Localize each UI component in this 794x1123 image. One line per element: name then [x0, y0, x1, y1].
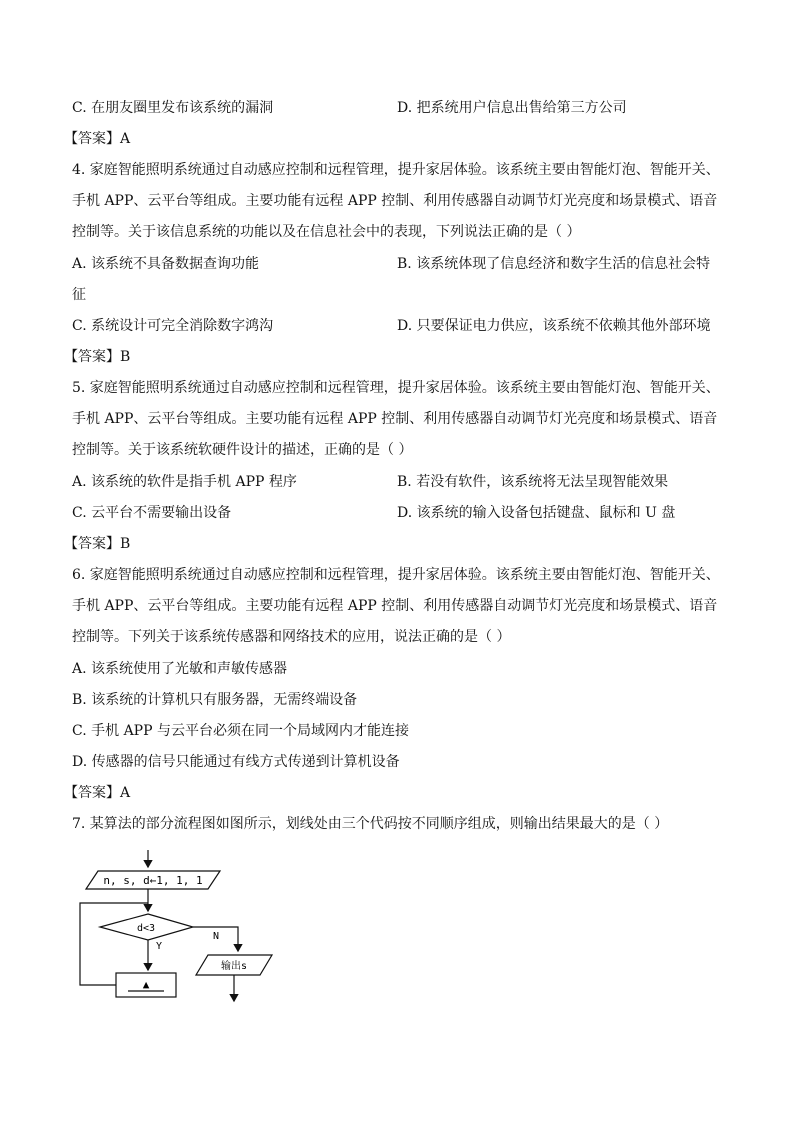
- text-line: B. 该系统的计算机只有服务器，无需终端设备: [72, 692, 358, 708]
- text-line: D. 只要保证电力供应，该系统不依赖其他外部环境: [397, 318, 711, 334]
- blank-marker: ▲: [142, 978, 150, 991]
- text-line: 手机 APP、云平台等组成。主要功能有远程 APP 控制、利用传感器自动调节灯光亮度和场景模式、语音: [72, 193, 718, 209]
- output-text: 输出s: [220, 961, 248, 972]
- text-line: 【答案】A: [64, 785, 131, 801]
- text-line: 手机 APP、云平台等组成。主要功能有远程 APP 控制、利用传感器自动调节灯光亮度和场景模式、语音: [72, 411, 718, 427]
- text-line: 手机 APP、云平台等组成。主要功能有远程 APP 控制、利用传感器自动调节灯光亮度和场景模式、语音: [72, 598, 718, 614]
- text-line: 控制等。关于该系统软硬件设计的描述，正确的是（ ）: [72, 442, 413, 458]
- text-line: 4. 家庭智能照明系统通过自动感应控制和远程管理，提升家居体验。该系统主要由智能灯泡、智能开关、: [72, 162, 720, 178]
- text-line: 7. 某算法的部分流程图如图所示，划线处由三个代码按不同顺序组成，则输出结果最大的是（ ）: [72, 816, 669, 832]
- text-line: 征: [72, 287, 86, 303]
- text-line: 【答案】B: [64, 349, 131, 365]
- text-line: 控制等。关于该信息系统的功能以及在信息社会中的表现，下列说法正确的是（ ）: [72, 224, 581, 240]
- text-line: C. 在朋友圈里发布该系统的漏洞: [72, 100, 274, 116]
- flowchart: [70, 845, 300, 1005]
- text-line: B. 该系统体现了信息经济和数字生活的信息社会特: [397, 256, 711, 272]
- text-line: 6. 家庭智能照明系统通过自动感应控制和远程管理，提升家居体验。该系统主要由智能灯泡、智能开关、: [72, 567, 720, 583]
- text-line: C. 手机 APP 与云平台必须在同一个局域网内才能连接: [72, 723, 409, 739]
- text-line: D. 该系统的输入设备包括键盘、鼠标和 U 盘: [397, 505, 676, 521]
- condition-text: d<3: [136, 923, 156, 934]
- text-line: C. 系统设计可完全消除数字鸿沟: [72, 318, 274, 334]
- text-line: 5. 家庭智能照明系统通过自动感应控制和远程管理，提升家居体验。该系统主要由智能灯泡、智能开关、: [72, 380, 720, 396]
- text-line: A. 该系统的软件是指手机 APP 程序: [72, 474, 297, 490]
- text-line: A. 该系统使用了光敏和声敏传感器: [72, 661, 288, 677]
- text-line: A. 该系统不具备数据查询功能: [72, 256, 260, 272]
- no-label: N: [213, 931, 220, 942]
- init-text: n, s, d←1, 1, 1: [103, 874, 203, 887]
- text-line: B. 若没有软件，该系统将无法呈现智能效果: [397, 474, 669, 490]
- text-line: C. 云平台不需要输出设备: [72, 505, 232, 521]
- text-line: 【答案】A: [64, 131, 131, 147]
- text-line: 【答案】B: [64, 536, 131, 552]
- yes-label: Y: [156, 941, 163, 952]
- text-line: D. 把系统用户信息出售给第三方公司: [397, 100, 627, 116]
- text-line: 控制等。下列关于该系统传感器和网络技术的应用，说法正确的是（ ）: [72, 629, 511, 645]
- text-line: D. 传感器的信号只能通过有线方式传递到计算机设备: [72, 754, 400, 770]
